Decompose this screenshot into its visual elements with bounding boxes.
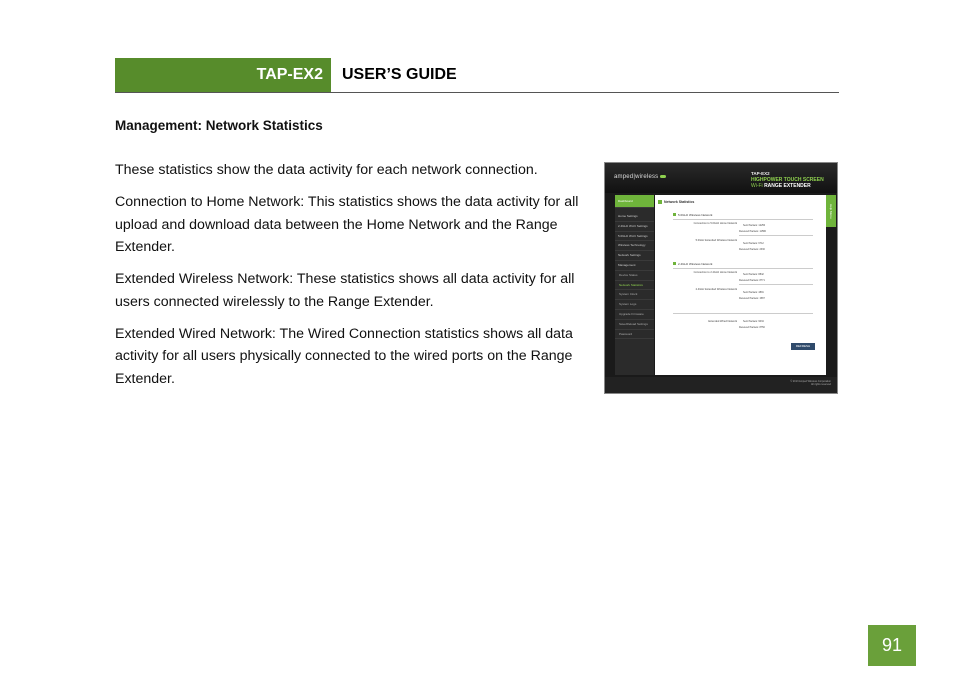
stat-group-5ghz: 5.0GHz Wireless Network bbox=[673, 213, 712, 217]
section-title: Management: Network Statistics bbox=[115, 118, 323, 133]
stat-sent: Sent Packets: 12250 bbox=[743, 224, 766, 227]
stat-sent: Sent Packets: 9034 bbox=[743, 320, 764, 323]
divider bbox=[673, 313, 813, 314]
stat-label: Connection to 2.4GHz Home Network bbox=[693, 271, 737, 274]
sidebar-item[interactable]: Network Statistics bbox=[615, 281, 654, 291]
sidebar-item[interactable]: System Clock bbox=[615, 290, 654, 300]
divider bbox=[739, 284, 813, 285]
screenshot-main bbox=[655, 195, 826, 375]
sidebar-item[interactable]: Network Settings bbox=[615, 251, 654, 261]
screenshot-footer bbox=[605, 377, 837, 394]
paragraph: These statistics show the data activity for each network connection. bbox=[115, 162, 538, 178]
stat-sent: Sent Packets: 6712 bbox=[743, 242, 764, 245]
sidebar-item[interactable]: Password bbox=[615, 330, 654, 340]
screenshot-main-title: Network Statistics bbox=[658, 200, 694, 204]
ui-screenshot bbox=[604, 162, 838, 394]
help-menu-tab[interactable]: Help Menu bbox=[826, 195, 836, 227]
divider bbox=[673, 268, 813, 269]
stat-label: 5.0GHz Extended Wireless Network bbox=[695, 239, 737, 242]
divider bbox=[673, 219, 813, 220]
sidebar-item[interactable]: Management bbox=[615, 261, 654, 271]
stat-label: Connection to 5.0GHz Home Network bbox=[693, 222, 737, 225]
sidebar-item[interactable]: Dashboard bbox=[615, 195, 654, 208]
paragraph: Connection to Home Network: This statistics shows the data activity for all upload and download data between the Home Network and the Range Extender. bbox=[115, 193, 579, 256]
sidebar-item[interactable]: Save/Reload Settings bbox=[615, 320, 654, 330]
stat-label: Extended Wired Network bbox=[708, 320, 737, 323]
stat-label: 2.4GHz Extended Wireless Network bbox=[695, 288, 737, 291]
header-model: TAP-EX2 bbox=[256, 66, 323, 83]
sidebar-item[interactable]: Home Settings bbox=[615, 212, 654, 222]
screenshot-copyright: © 2013 Amped Wireless Corporation All rights reserved bbox=[790, 380, 831, 386]
sidebar-item[interactable]: Device Status bbox=[615, 271, 654, 281]
screenshot-sidebar bbox=[615, 195, 654, 375]
sidebar-item[interactable]: Upgrade Firmware bbox=[615, 310, 654, 320]
stat-received: Received Packets: 2330 bbox=[739, 248, 765, 251]
header-guide-title: USER’S GUIDE bbox=[342, 66, 457, 83]
screenshot-range-extender: Wi-Fi RANGE EXTENDER bbox=[751, 183, 811, 189]
stat-sent: Sent Packets: 4891 bbox=[743, 291, 764, 294]
stat-received: Received Packets: 8750 bbox=[739, 326, 765, 329]
screenshot-model: TAP-EX2 bbox=[751, 171, 770, 176]
paragraph: Extended Wired Network: The Wired Connection statistics shows all data activity for all users physically connected to the wired ports on the Range Extender. bbox=[115, 325, 573, 387]
sidebar-item[interactable]: Wireless Technology bbox=[615, 241, 654, 251]
stat-received: Received Packets: 8771 bbox=[739, 279, 765, 282]
stat-received: Received Packets: 1587 bbox=[739, 297, 765, 300]
paragraph: Extended Wireless Network: These statistics shows all data activity for all users connected wirelessly to the Range Extender. bbox=[115, 271, 575, 310]
stat-received: Received Packets: 11580 bbox=[739, 230, 766, 233]
sidebar-item[interactable]: 5.0GHz Wi-Fi Settings bbox=[615, 232, 654, 242]
page-number: 91 bbox=[868, 625, 916, 666]
refresh-button[interactable]: REFRESH bbox=[791, 343, 815, 350]
body-text bbox=[115, 159, 585, 400]
amped-wireless-logo: amped|wireless bbox=[614, 174, 666, 180]
header-model-box bbox=[115, 58, 331, 93]
stat-sent: Sent Packets: 8842 bbox=[743, 273, 764, 276]
sidebar-item[interactable]: System Logs bbox=[615, 300, 654, 310]
screenshot-header bbox=[605, 163, 837, 193]
sidebar-item[interactable]: 2.4GHz Wi-Fi Settings bbox=[615, 222, 654, 232]
stat-group-24ghz: 2.4GHz Wireless Network bbox=[673, 262, 712, 266]
header-rule bbox=[115, 92, 839, 93]
divider bbox=[739, 235, 813, 236]
screenshot-highpower: HIGHPOWER TOUCH SCREEN bbox=[751, 177, 824, 183]
